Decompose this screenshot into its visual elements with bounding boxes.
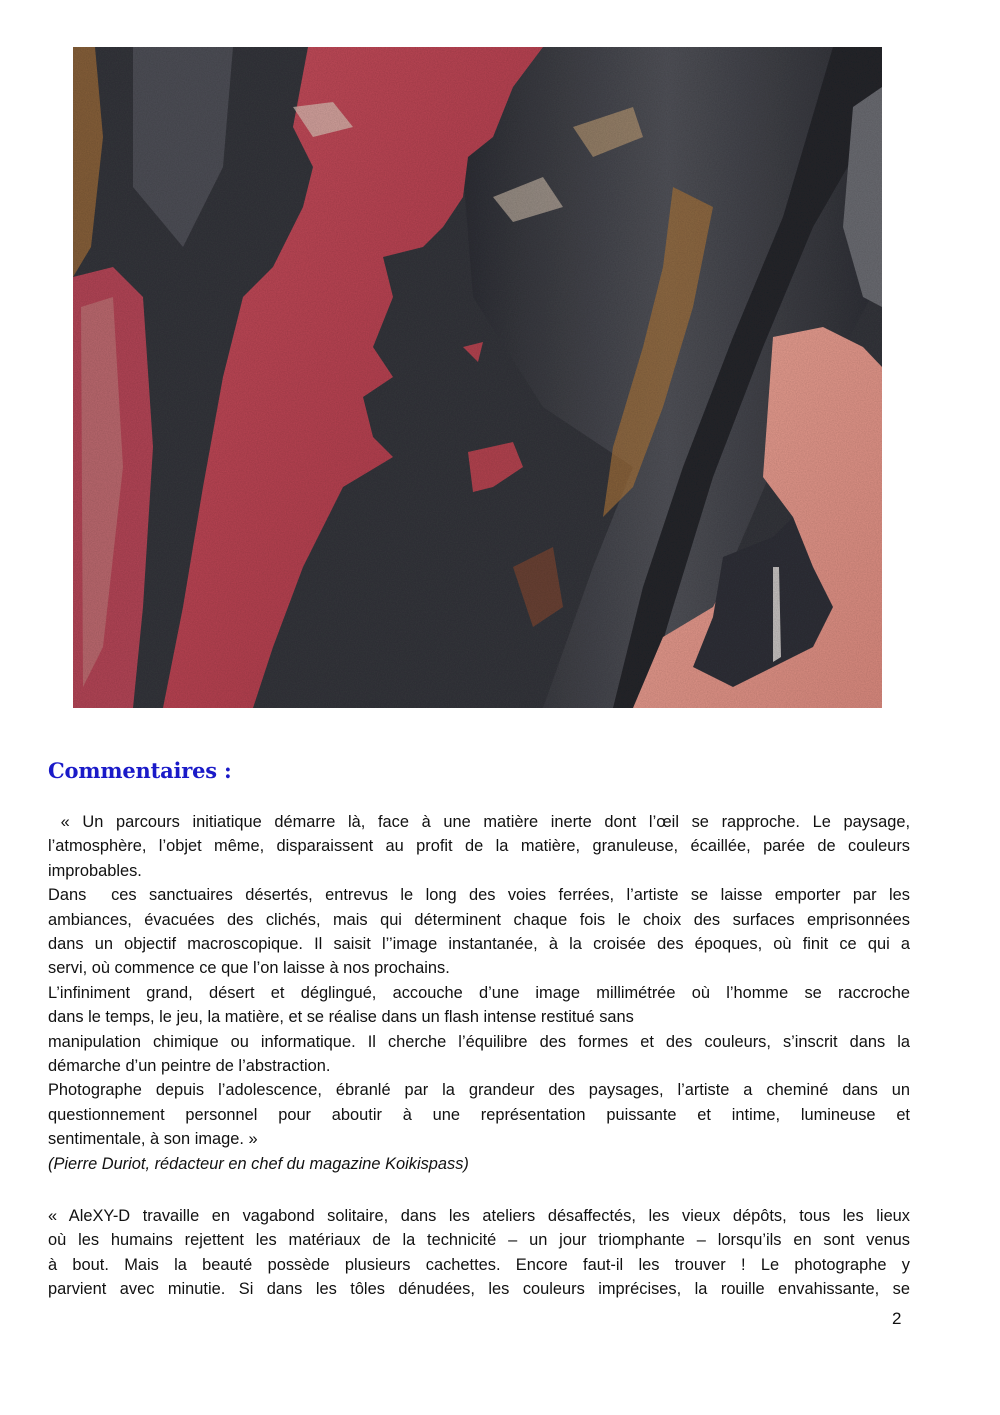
photograph-artwork bbox=[73, 47, 882, 708]
page-number: 2 bbox=[892, 1309, 902, 1328]
text-line: questionnement personnel pour aboutir à une représentation puissante et intime, lumineuse et bbox=[48, 1105, 910, 1124]
text-line: où les humains rejettent les matériaux de la technicité – un jour triomphante – lorsqu’ils en sont venus bbox=[48, 1231, 910, 1250]
text-line: à bout. Mais la beauté possède plusieurs cachettes. Encore faut-il les trouver ! Le photographe y bbox=[48, 1255, 910, 1274]
text-line: démarche d’un peintre de l’abstraction. bbox=[48, 1057, 331, 1076]
text-line: dans le temps, le jeu, la matière, et se réalise dans un flash intense restitué sans bbox=[48, 1008, 634, 1027]
quote-pierre-duriot bbox=[48, 810, 910, 1176]
comments-heading: Commentaires : bbox=[48, 758, 232, 783]
text-line: Photographe depuis l’adolescence, ébranlé par la grandeur des paysages, l’artiste a cheminé dans un bbox=[48, 1081, 910, 1100]
text-line: L’infiniment grand, désert et déglingué, accouche d’une image millimétrée où l’homme se raccroche bbox=[48, 983, 910, 1002]
peeling-paint-photograph bbox=[73, 47, 882, 708]
text-line: improbables. bbox=[48, 861, 142, 880]
text-line: Dans ces sanctuaires désertés, entrevus le long des voies ferrées, l’artiste se laisse emporter par les bbox=[48, 886, 910, 905]
text-line: « AleXY-D travaille en vagabond solitaire, dans les ateliers désaffectés, les vieux dépôts, tous les lieux bbox=[48, 1207, 910, 1225]
text-line: dans un objectif macroscopique. Il saisit l’’image instantanée, à la croisée des époques, où finit ce qui a bbox=[48, 935, 910, 954]
text-line: ambiances, évacuées des clichés, mais qui déterminent chaque fois le choix des surfaces emprisonnées bbox=[48, 910, 910, 929]
text-line: « Un parcours initiatique démarre là, face à une matière inerte dont l’œil se rapproche. Le paysage, bbox=[48, 813, 910, 831]
quote-alexy-d bbox=[48, 1204, 910, 1302]
text-line: l’atmosphère, l’objet même, disparaissent au profit de la matière, granuleuse, écaillée, parée de couleurs bbox=[48, 837, 910, 856]
text-line: parvient avec minutie. Si dans les tôles dénudées, les couleurs imprécises, la rouille envahissante, se bbox=[48, 1280, 910, 1299]
text-line: servi, où commence ce que l’on laisse à nos prochains. bbox=[48, 959, 450, 978]
attribution: (Pierre Duriot, rédacteur en chef du magazine Koikispass) bbox=[48, 1154, 469, 1173]
text-line: sentimentale, à son image. » bbox=[48, 1130, 258, 1149]
text-line: manipulation chimique ou informatique. Il cherche l’équilibre des formes et des couleurs, s’inscrit dans la bbox=[48, 1032, 910, 1051]
